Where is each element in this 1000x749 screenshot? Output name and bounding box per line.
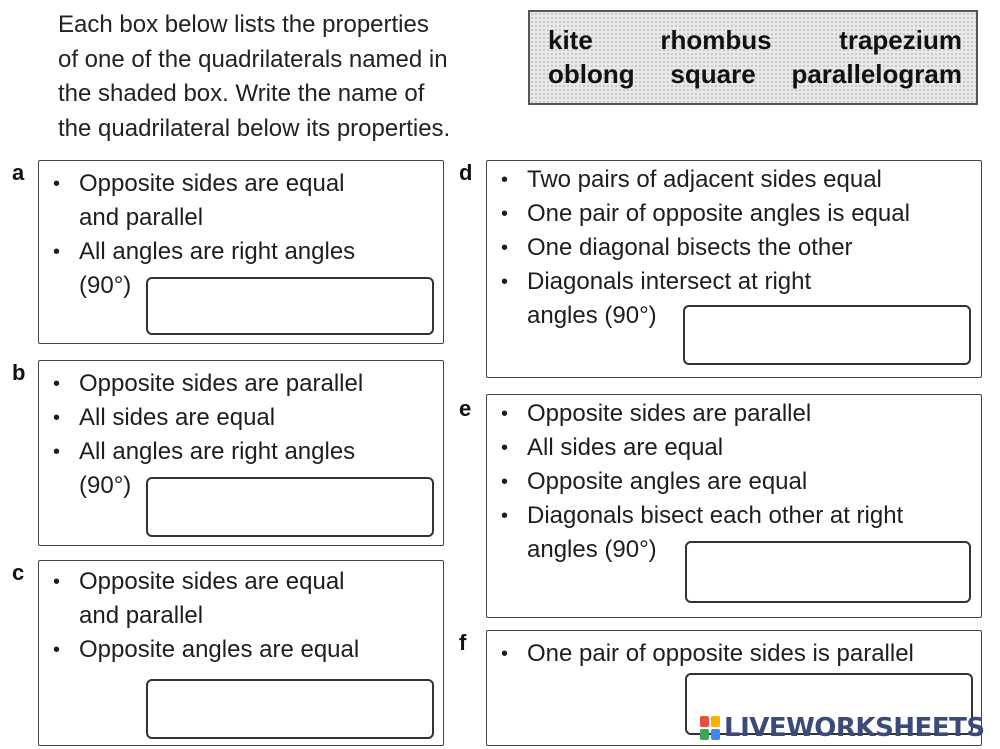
- answer-input-c[interactable]: [146, 679, 434, 739]
- property-item-continued: and parallel: [79, 204, 204, 231]
- property-item: • Opposite angles are equal: [39, 633, 443, 667]
- bullet-icon: •: [501, 237, 509, 259]
- bullet-icon: •: [501, 643, 509, 665]
- answer-input-d[interactable]: [683, 305, 971, 365]
- property-item: • One pair of opposite angles is equal: [487, 197, 981, 231]
- bullet-icon: •: [53, 441, 61, 463]
- property-item: • Opposite angles are equal: [487, 465, 981, 499]
- word-bank-item: rhombus: [660, 25, 772, 55]
- bullet-icon: •: [501, 271, 509, 293]
- property-item: • One diagonal bisects the other: [487, 231, 981, 265]
- liveworksheets-logo: [700, 712, 985, 744]
- instruction-line: the shaded box. Write the name of: [58, 80, 425, 107]
- property-item: • All sides are equal: [487, 431, 981, 465]
- answer-input-a[interactable]: [146, 277, 434, 335]
- bullet-icon: •: [53, 373, 61, 395]
- word-bank-item: oblong: [548, 59, 635, 89]
- logo-square: [711, 729, 720, 740]
- question-letter-c: c: [12, 560, 25, 585]
- bullet-icon: •: [53, 173, 61, 195]
- instruction-line: of one of the quadrilaterals named in: [58, 45, 448, 73]
- word-bank-item: parallelogram: [791, 59, 962, 89]
- instructions: [58, 8, 518, 146]
- logo-square: [711, 716, 720, 727]
- answer-input-b[interactable]: [146, 477, 434, 537]
- word-bank-row: [548, 25, 962, 56]
- instruction-line: the quadrilateral below its properties.: [58, 114, 451, 142]
- property-box-c: [38, 560, 444, 746]
- bullet-icon: •: [501, 403, 509, 425]
- property-box-d: [486, 160, 982, 378]
- property-item: • Opposite sides are parallel: [487, 397, 981, 431]
- logo-mark-icon: [700, 716, 720, 740]
- property-item-continued: (90°): [79, 472, 132, 499]
- property-item: • Diagonals bisect each other at right: [487, 499, 981, 533]
- question-letter-d: d: [459, 160, 473, 185]
- bullet-icon: •: [501, 169, 509, 191]
- property-item: • Diagonals intersect at right: [487, 265, 981, 299]
- property-item: • Two pairs of adjacent sides equal: [487, 163, 981, 197]
- property-box-b: [38, 360, 444, 546]
- bullet-icon: •: [53, 241, 61, 263]
- question-letter-e: e: [459, 396, 472, 421]
- question-letter-f: f: [459, 630, 467, 655]
- property-box-e: [486, 394, 982, 618]
- property-item: • Opposite sides are equal: [39, 167, 443, 201]
- word-bank-item: trapezium: [839, 25, 962, 55]
- property-item: • Opposite sides are equal: [39, 565, 443, 599]
- bullet-icon: •: [53, 639, 61, 661]
- property-item-continued: and parallel: [79, 602, 204, 629]
- property-item: • Opposite sides are parallel: [39, 367, 443, 401]
- bullet-icon: •: [501, 437, 509, 459]
- property-item: • One pair of opposite sides is parallel: [487, 637, 981, 671]
- bullet-icon: •: [53, 571, 61, 593]
- property-item: • All angles are right angles: [39, 435, 443, 469]
- property-item: • All sides are equal: [39, 401, 443, 435]
- logo-square: [700, 729, 709, 740]
- question-letter-b: b: [12, 360, 26, 385]
- answer-input-e[interactable]: [685, 541, 971, 603]
- property-box-a: [38, 160, 444, 344]
- word-bank-row: [548, 59, 962, 90]
- word-bank-item: kite: [548, 25, 593, 55]
- property-item: • All angles are right angles: [39, 235, 443, 269]
- logo-square: [700, 716, 709, 727]
- bullet-icon: •: [53, 407, 61, 429]
- bullet-icon: •: [501, 505, 509, 527]
- property-item-continued: (90°): [79, 272, 132, 299]
- bullet-icon: •: [501, 471, 509, 493]
- instruction-line: Each box below lists the properties: [58, 11, 429, 38]
- question-letter-a: a: [12, 160, 25, 185]
- word-bank-item: square: [670, 59, 756, 89]
- bullet-icon: •: [501, 203, 509, 225]
- word-bank: [528, 10, 978, 105]
- property-item-continued: angles (90°): [527, 536, 657, 563]
- property-item-continued: angles (90°): [527, 302, 657, 329]
- logo-text: LIVEWORKSHEETS: [724, 713, 985, 743]
